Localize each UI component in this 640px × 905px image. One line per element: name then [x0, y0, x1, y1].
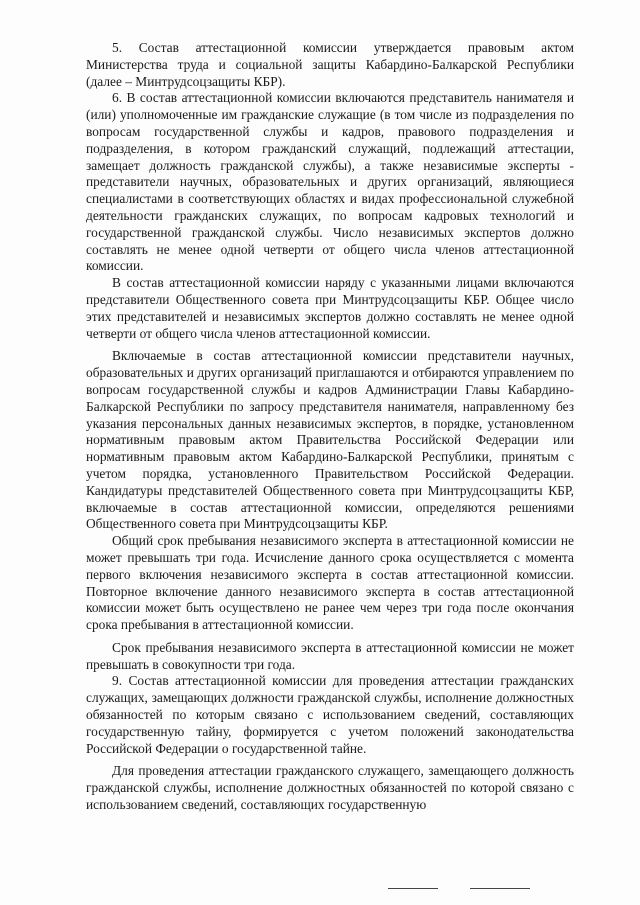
paragraph-5: 5. Состав аттестационной комиссии утверждается правовым актом Министерства труда и социальной защиты Кабардино-Балкарской Республики (далее – Минтрудсоцзащиты КБР).: [86, 40, 574, 89]
paragraph-9-continuation: Для проведения аттестации гражданского служащего, замещающего должность гражданской службы, исполнение должностных обязанностей по которой связано с использованием сведений, составляющих государственную: [86, 763, 574, 813]
footer-mark-right: [470, 888, 530, 889]
paragraph-9: 9. Состав аттестационной комиссии для проведения аттестации гражданских служащих, замещающих должности гражданской службы, исполнение должностных обязанностей по которым связано с использованием сведений, составляющих государственную тайну, формируется с учетом положений законодательства Российской Федерации о государственной тайне.: [86, 673, 574, 756]
paragraph-6: 6. В состав аттестационной комиссии включаются представитель нанимателя и (или) уполномоченные им гражданские служащие (в том числе из подразделения по вопросам государственной службы и кадров, правового подразделения и подразделения, в котором гражданский служащий, подлежащий аттестации, замещает должность гражданской службы), а также независимые эксперты - представители научных, образовательных и других организаций, являющиеся специалистами в соответствующих областях и видах профессиональной служебной деятельности гражданских служащих, по вопросам кадровых технологий и государственной гражданской службы. Число независимых экспертов должно составлять не менее одной четверти от общего числа членов аттестационной комиссии.: [86, 90, 574, 274]
paragraph-6-total-term: Срок пребывания независимого эксперта в аттестационной комиссии не может превышать в совокупности три года.: [86, 639, 574, 672]
paragraph-6-term-limit: Общий срок пребывания независимого эксперта в аттестационной комиссии не может превышать три года. Исчисление данного срока осуществляется с момента первого включения независимого эксперта в состав аттестационной комиссии. Повторное включение данного независимого эксперта в состав аттестационной комиссии может быть осуществлено не ранее чем через три года после окончания срока пребывания в аттестационной комиссии.: [86, 533, 574, 633]
document-body: [86, 40, 574, 814]
footer-mark-left: [388, 888, 438, 889]
paragraph-6-experts-selection: Включаемые в состав аттестационной комиссии представители научных, образовательных и других организаций приглашаются и отбираются управлением по вопросам государственной службы и кадров Администрации Главы Кабардино-Балкарской Республики по запросу представителя нанимателя, направленному без указания персональных данных независимых экспертов, в порядке, установленном нормативным правовым актом Правительства Российской Федерации или нормативным правовым актом Кабардино-Балкарской Республики, принятым с учетом порядка, установленного Правительством Российской Федерации. Кандидатуры представителей Общественного совета при Минтрудсоцзащиты КБР, включаемые в состав аттестационной комиссии, определяются решениями Общественного совета при Минтрудсоцзащиты КБР.: [86, 348, 574, 532]
paragraph-6-public-council: В состав аттестационной комиссии наряду с указанными лицами включаются представители Общественного совета при Минтрудсоцзащиты КБР. Общее число этих представителей и независимых экспертов должно составлять не менее одной четверти от общего числа членов аттестационной комиссии.: [86, 275, 574, 341]
